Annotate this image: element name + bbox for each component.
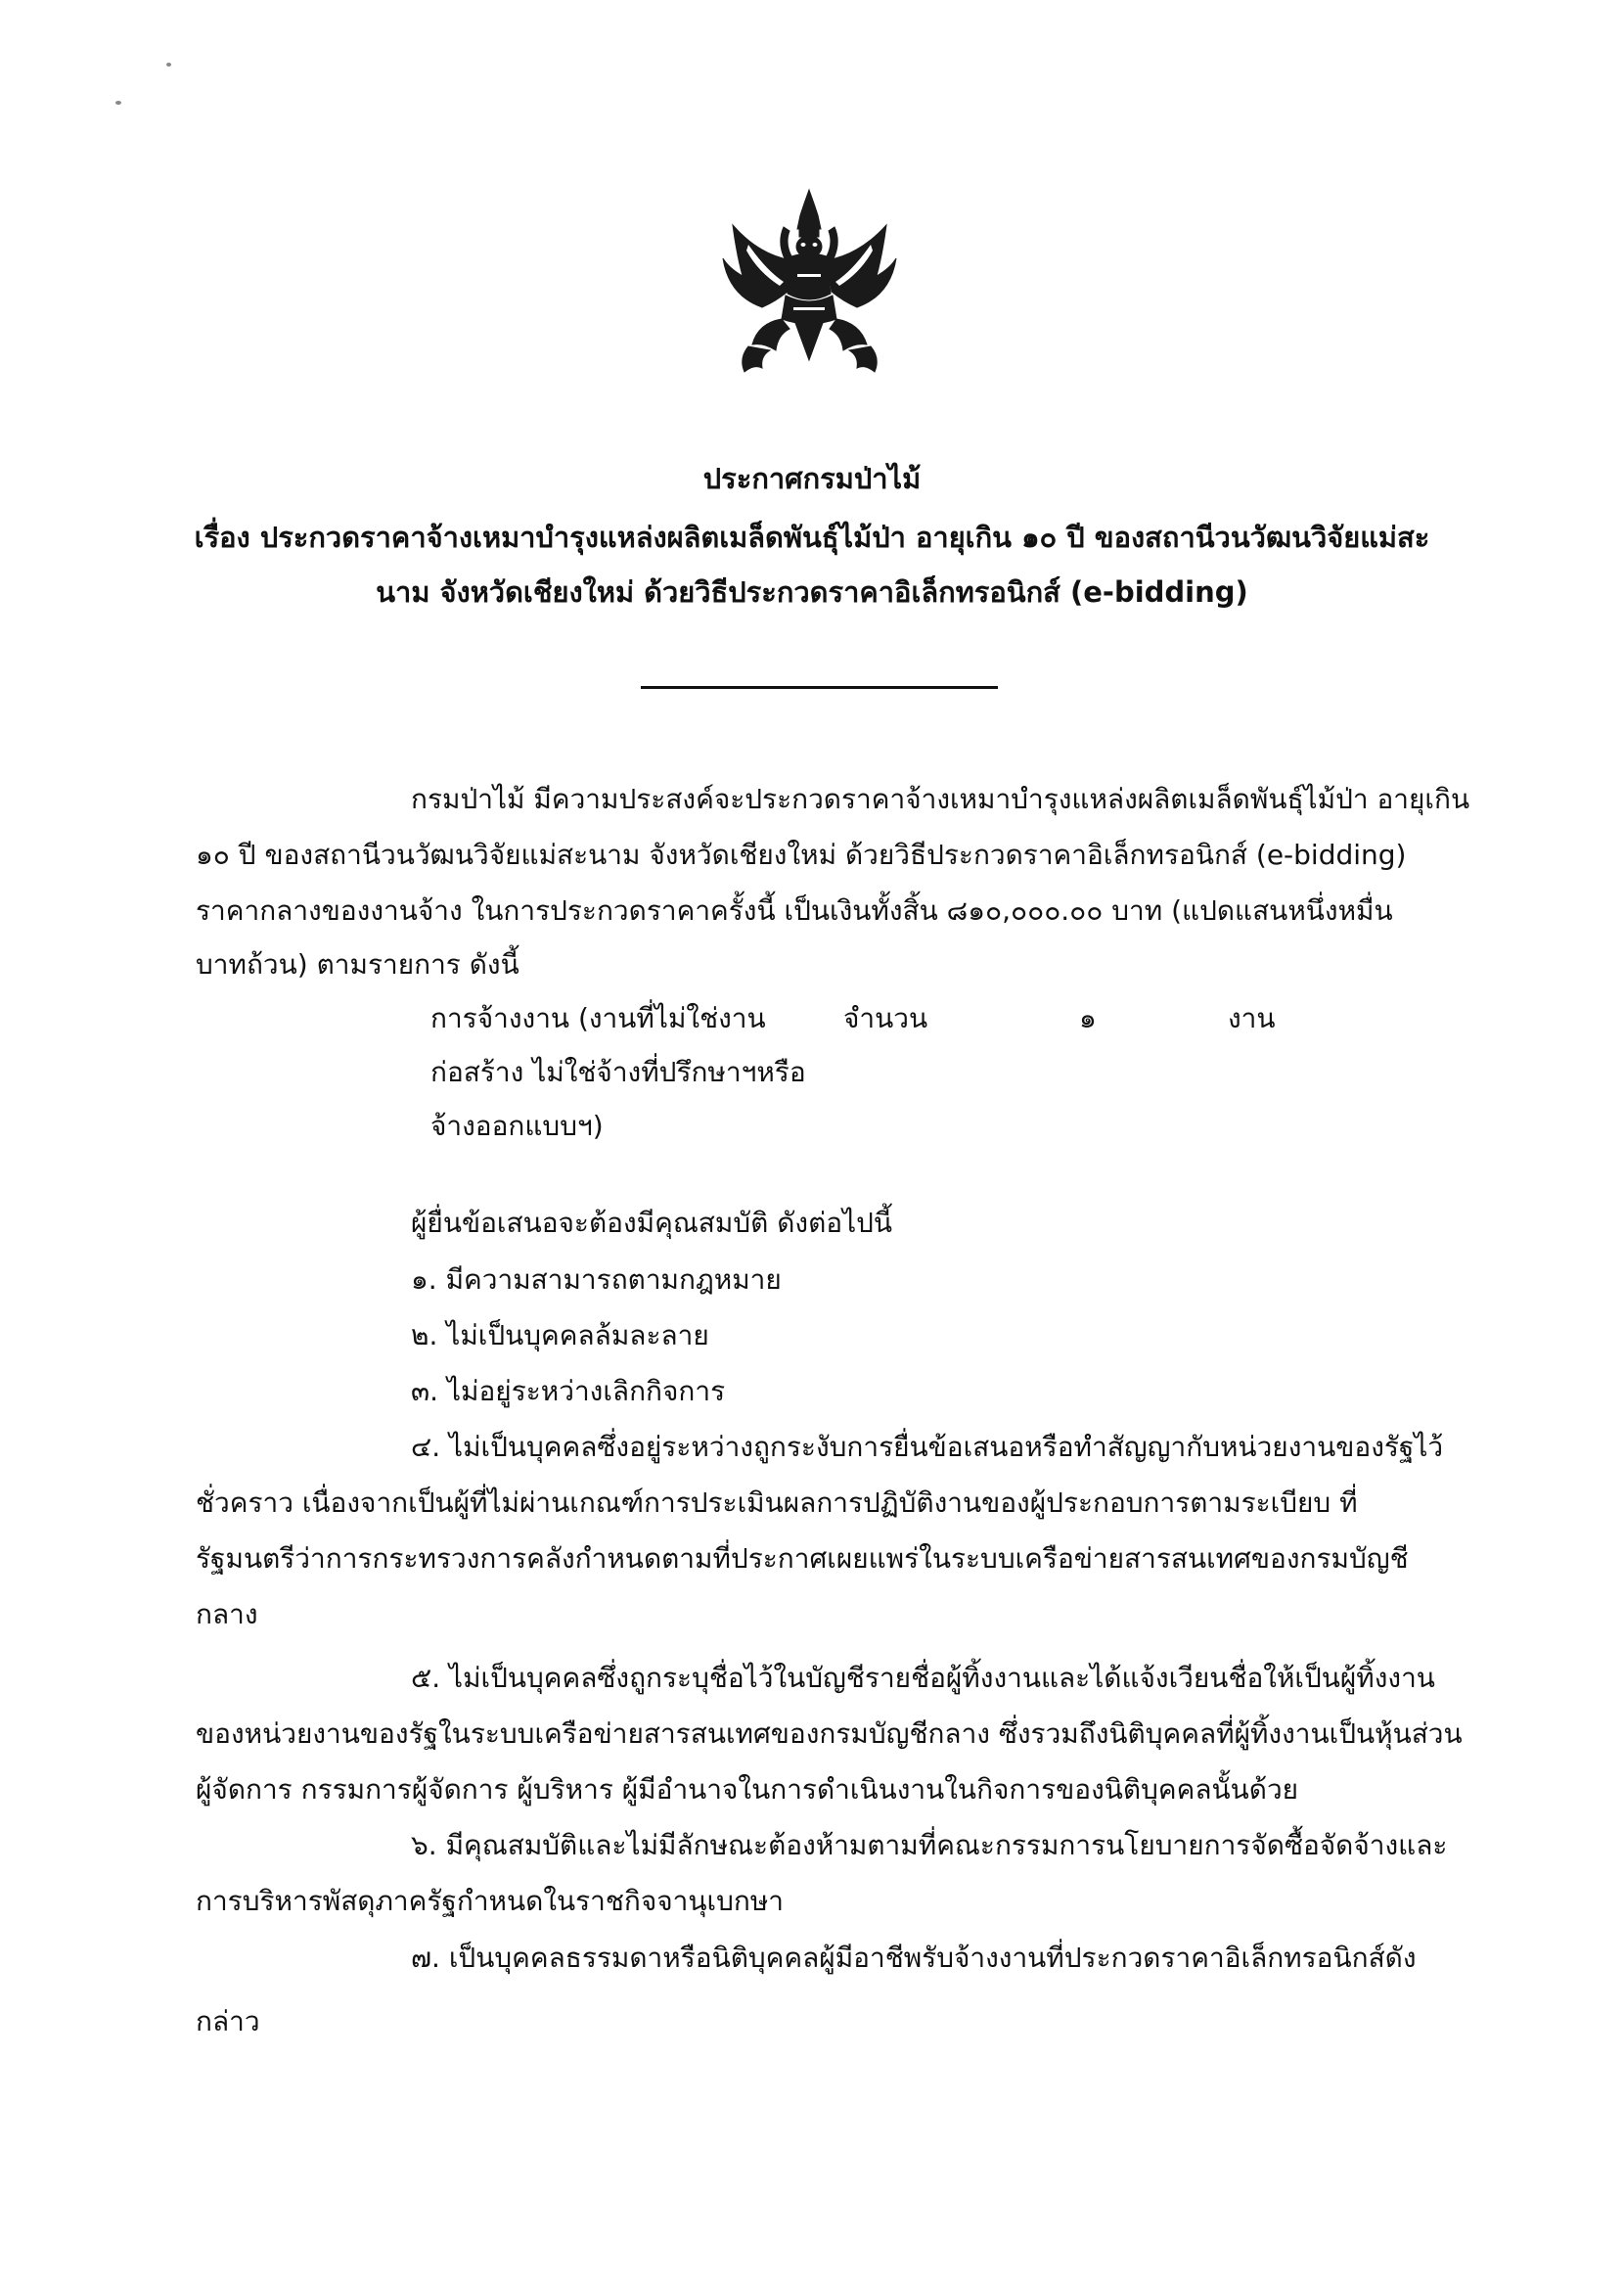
intro-line-1: กรมป่าไม้ มีความประสงค์จะประกวดราคาจ้างเหมาบำรุงแหล่งผลิตเมล็ดพันธุ์ไม้ป่า อายุเกิน: [411, 783, 1470, 815]
qualification-5-line-3: ผู้จัดการ กรรมการผู้จัดการ ผู้บริหาร ผู้มีอำนาจในการดำเนินงานในกิจการของนิติบุคคลนั้นด้วย: [196, 1773, 1299, 1806]
qualification-7-line-1: ๗. เป็นบุคคลธรรมดาหรือนิติบุคคลผู้มีอาชีพรับจ้างงานที่ประกวดราคาอิเล็กทรอนิกส์ดัง: [411, 1942, 1417, 1974]
scan-speck: [115, 101, 121, 105]
qualification-5-line-2: ของหน่วยงานของรัฐในระบบเครือข่ายสารสนเทศของกรมบัญชีกลาง ซึ่งรวมถึงนิติบุคคลที่ผู้ทิ้งงานเป็นหุ้นส่วน: [196, 1717, 1463, 1750]
qualification-4-line-4: กลาง: [196, 1598, 258, 1630]
intro-line-4: บาทถ้วน) ตามรายการ ดังนี้: [196, 948, 519, 981]
job-description-line-2: ก่อสร้าง ไม่ใช่จ้างที่ปรึกษาฯหรือ: [430, 1056, 806, 1088]
qualification-4-line-2: ชั่วคราว เนื่องจากเป็นผู้ที่ไม่ผ่านเกณฑ์การประเมินผลการปฏิบัติงานของผู้ประกอบการตามระเบียบ ที่: [196, 1487, 1358, 1519]
scan-speck: [166, 63, 171, 67]
job-description-line-3: จ้างออกแบบฯ): [430, 1110, 604, 1142]
announcement-title: ประกาศกรมป่าไม้: [702, 462, 922, 495]
job-quantity-label: จำนวน: [843, 1002, 928, 1034]
intro-line-3: ราคากลางของงานจ้าง ในการประกวดราคาครั้งนี้ เป็นเงินทั้งสิ้น ๘๑๐,๐๐๐.๐๐ บาท (แปดแสนหนึ่งหมื่น: [196, 894, 1393, 927]
qualification-6-line-2: การบริหารพัสดุภาครัฐกำหนดในราชกิจจานุเบกษา: [196, 1885, 785, 1917]
intro-line-2: ๑๐ ปี ของสถานีวนวัฒนวิจัยแม่สะนาม จังหวัดเชียงใหม่ ด้วยวิธีประกวดราคาอิเล็กทรอนิกส์ (e-bidding): [196, 839, 1407, 871]
title-divider: [641, 686, 998, 689]
qualification-3: ๓. ไม่อยู่ระหว่างเลิกกิจการ: [411, 1375, 726, 1407]
qualification-5-line-1: ๕. ไม่เป็นบุคคลซึ่งถูกระบุชื่อไว้ในบัญชีรายชื่อผู้ทิ้งงานและได้แจ้งเวียนชื่อให้เป็นผู้ทิ้งงาน: [411, 1662, 1435, 1694]
garuda-emblem-icon: [719, 186, 900, 382]
qualifications-heading: ผู้ยื่นข้อเสนอจะต้องมีคุณสมบัติ ดังต่อไปนี้: [411, 1207, 893, 1239]
subject-line-2: นาม จังหวัดเชียงใหม่ ด้วยวิธีประกวดราคาอิเล็กทรอนิกส์ (e-bidding): [376, 575, 1248, 609]
job-unit: งาน: [1228, 1002, 1276, 1034]
qualification-7-line-2: กล่าว: [196, 2005, 260, 2037]
subject-line-1: เรื่อง ประกวดราคาจ้างเหมาบำรุงแหล่งผลิตเมล็ดพันธุ์ไม้ป่า อายุเกิน ๑๐ ปี ของสถานีวนวัฒนวิจัยแม่สะ: [194, 521, 1430, 554]
qualification-2: ๒. ไม่เป็นบุคคลล้มละลาย: [411, 1319, 709, 1351]
qualification-4-line-1: ๔. ไม่เป็นบุคคลซึ่งอยู่ระหว่างถูกระงับการยื่นข้อเสนอหรือทำสัญญากับหน่วยงานของรัฐไว้: [411, 1431, 1444, 1463]
qualification-1: ๑. มีความสามารถตามกฎหมาย: [411, 1263, 782, 1296]
qualification-6-line-1: ๖. มีคุณสมบัติและไม่มีลักษณะต้องห้ามตามที่คณะกรรมการนโยบายการจัดซื้อจัดจ้างและ: [411, 1829, 1448, 1861]
qualification-4-line-3: รัฐมนตรีว่าการกระทรวงการคลังกำหนดตามที่ประกาศเผยแพร่ในระบบเครือข่ายสารสนเทศของกรมบัญชี: [196, 1542, 1409, 1575]
job-description-line-1: การจ้างงาน (งานที่ไม่ใช่งาน: [430, 1002, 766, 1034]
job-quantity: ๑: [1079, 1002, 1097, 1034]
